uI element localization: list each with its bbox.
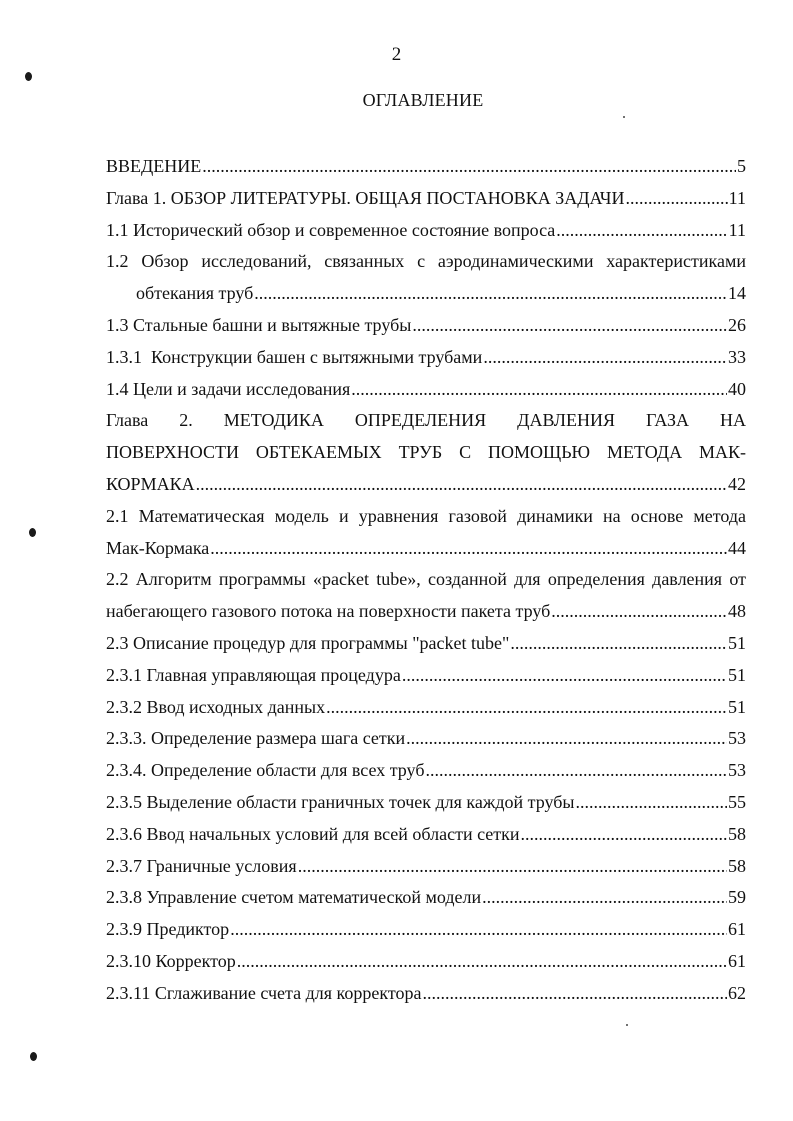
toc-entry-title: 2.3.5 Выделение области граничных точек для каждой трубы bbox=[106, 791, 575, 812]
toc-entry-1-4[interactable] bbox=[106, 374, 746, 406]
dot-leader bbox=[521, 819, 727, 851]
toc-entry-page: 55 bbox=[728, 791, 746, 812]
toc-entry-title: 2.3.7 Граничные условия bbox=[106, 855, 297, 876]
dot-leader bbox=[402, 660, 727, 692]
toc-entry-page: 53 bbox=[728, 728, 746, 749]
toc-entry-2-3-6[interactable] bbox=[106, 819, 746, 851]
toc-entry-1-2[interactable] bbox=[106, 246, 746, 310]
dot-leader bbox=[254, 278, 727, 310]
toc-entry-title: 2.3.9 Предиктор bbox=[106, 919, 230, 940]
toc-entry-2-1[interactable] bbox=[106, 501, 746, 565]
toc-entry-page: 61 bbox=[728, 950, 746, 971]
toc-entry-2-3-5[interactable] bbox=[106, 787, 746, 819]
toc-entry-title: 2.3.8 Управление счетом математической модели bbox=[106, 887, 482, 908]
dot-leader bbox=[422, 978, 727, 1010]
binder-hole-mark bbox=[30, 1052, 37, 1061]
dot-leader bbox=[556, 215, 727, 247]
dot-leader bbox=[412, 310, 727, 342]
toc-entry-page: 58 bbox=[728, 855, 746, 876]
toc-entry-2-3-11[interactable] bbox=[106, 978, 746, 1010]
dot-leader bbox=[351, 374, 727, 406]
toc-entry-title: 2.3.1 Главная управляющая процедура bbox=[106, 664, 401, 685]
dot-leader bbox=[237, 946, 727, 978]
toc-entry-page: 11 bbox=[728, 187, 746, 208]
toc-entry-title-line: ПОВЕРХНОСТИ ОБТЕКАЕМЫХ ТРУБ С ПОМОЩЬЮ МЕТОДА МАК- bbox=[106, 442, 746, 463]
toc-entry-chapter-2[interactable] bbox=[106, 405, 746, 500]
toc-entry-page: 33 bbox=[728, 346, 746, 367]
toc-entry-page: 51 bbox=[728, 696, 746, 717]
toc-entry-title: 1.4 Цели и задачи исследования bbox=[106, 378, 351, 399]
dot-leader bbox=[551, 596, 727, 628]
toc-entry-introduction[interactable] bbox=[106, 151, 746, 183]
dot-leader bbox=[202, 151, 736, 183]
dot-leader bbox=[482, 882, 727, 914]
toc-entry-title: 1.1 Исторический обзор и современное состояние вопроса bbox=[106, 219, 556, 240]
toc-entry-title: 2.3.3. Определение размера шага сетки bbox=[106, 728, 406, 749]
toc-entry-title: 2.3.11 Сглаживание счета для корректора bbox=[106, 982, 422, 1003]
toc-entry-1-1[interactable] bbox=[106, 215, 746, 247]
toc-entry-title-line: КОРМАКА bbox=[106, 473, 195, 494]
toc-entry-title-line: Глава 2. МЕТОДИКА ОПРЕДЕЛЕНИЯ ДАВЛЕНИЯ ГАЗА НА bbox=[106, 410, 746, 431]
binder-hole-mark bbox=[25, 72, 32, 81]
dot-leader bbox=[326, 692, 727, 724]
dot-leader bbox=[298, 851, 727, 883]
toc-entry-title-line: 2.1 Математическая модель и уравнения газовой динамики на основе метода bbox=[106, 505, 746, 526]
toc-entry-page: 62 bbox=[728, 982, 746, 1003]
page-number: 2 bbox=[391, 44, 402, 65]
toc-entry-2-3-7[interactable] bbox=[106, 851, 746, 883]
toc-entry-1-3-1[interactable] bbox=[106, 342, 746, 374]
dot-leader bbox=[210, 533, 727, 565]
toc-entry-2-3-1[interactable] bbox=[106, 660, 746, 692]
toc-entry-title: 2.3.10 Корректор bbox=[106, 950, 236, 971]
table-of-contents bbox=[106, 151, 746, 1010]
toc-entry-page: 59 bbox=[728, 887, 746, 908]
dot-leader bbox=[575, 787, 727, 819]
dot-leader bbox=[406, 723, 727, 755]
toc-entry-title: 2.3.6 Ввод начальных условий для всей области сетки bbox=[106, 823, 520, 844]
toc-entry-2-3-2[interactable] bbox=[106, 692, 746, 724]
toc-entry-page: 11 bbox=[728, 219, 746, 240]
toc-entry-1-3[interactable] bbox=[106, 310, 746, 342]
toc-entry-2-3-3[interactable] bbox=[106, 723, 746, 755]
toc-entry-2-3-10[interactable] bbox=[106, 946, 746, 978]
toc-entry-page: 61 bbox=[728, 919, 746, 940]
toc-entry-page: 40 bbox=[728, 378, 746, 399]
toc-entry-title-line: Мак-Кормака bbox=[106, 537, 210, 558]
toc-entry-2-3-9[interactable] bbox=[106, 914, 746, 946]
dot-leader bbox=[483, 342, 727, 374]
toc-entry-title: 1.3 Стальные башни и вытяжные трубы bbox=[106, 314, 412, 335]
toc-entry-page: 51 bbox=[728, 632, 746, 653]
toc-entry-2-3-8[interactable] bbox=[106, 882, 746, 914]
toc-entry-title: 2.3.4. Определение области для всех труб bbox=[106, 760, 425, 781]
toc-entry-page: 51 bbox=[728, 664, 746, 685]
toc-entry-title: 2.3.2 Ввод исходных данных bbox=[106, 696, 326, 717]
dot-leader bbox=[510, 628, 727, 660]
dot-leader bbox=[196, 469, 727, 501]
toc-entry-title-line: 2.2 Алгоритм программы «packet tube», созданной для определения давления от bbox=[106, 569, 746, 590]
dot-leader bbox=[230, 914, 727, 946]
toc-heading: ОГЛАВЛЕНИЕ bbox=[362, 90, 484, 110]
toc-entry-title: 2.3 Описание процедур для программы "packet tube" bbox=[106, 632, 510, 653]
toc-entry-title-line: набегающего газового потока на поверхности пакета труб bbox=[106, 601, 551, 622]
toc-entry-page: 58 bbox=[728, 823, 746, 844]
toc-entry-page: 53 bbox=[728, 760, 746, 781]
toc-entry-page: 44 bbox=[728, 537, 746, 558]
toc-entry-page: 26 bbox=[728, 314, 746, 335]
toc-entry-chapter-1[interactable] bbox=[106, 183, 746, 215]
dot-leader bbox=[626, 183, 728, 215]
toc-entry-page: 14 bbox=[728, 283, 746, 304]
scan-speck bbox=[626, 1024, 628, 1026]
toc-entry-page: 48 bbox=[728, 601, 746, 622]
toc-entry-2-3[interactable] bbox=[106, 628, 746, 660]
toc-entry-title: ВВЕДЕНИЕ bbox=[106, 156, 202, 176]
toc-entry-title: Глава 1. ОБЗОР ЛИТЕРАТУРЫ. ОБЩАЯ ПОСТАНОВКА ЗАДАЧИ bbox=[106, 187, 625, 208]
binder-hole-mark bbox=[29, 528, 36, 537]
toc-entry-title-line: обтекания труб bbox=[136, 283, 254, 304]
toc-entry-page: 42 bbox=[728, 473, 746, 494]
scan-speck bbox=[623, 116, 625, 118]
toc-entry-title: 1.3.1 Конструкции башен с вытяжными трубами bbox=[106, 346, 483, 367]
toc-entry-title-line: 1.2 Обзор исследований, связанных с аэродинамическими характеристиками bbox=[106, 251, 746, 272]
toc-entry-2-3-4[interactable] bbox=[106, 755, 746, 787]
toc-entry-page: 5 bbox=[737, 156, 746, 176]
dot-leader bbox=[425, 755, 727, 787]
toc-entry-2-2[interactable] bbox=[106, 564, 746, 628]
